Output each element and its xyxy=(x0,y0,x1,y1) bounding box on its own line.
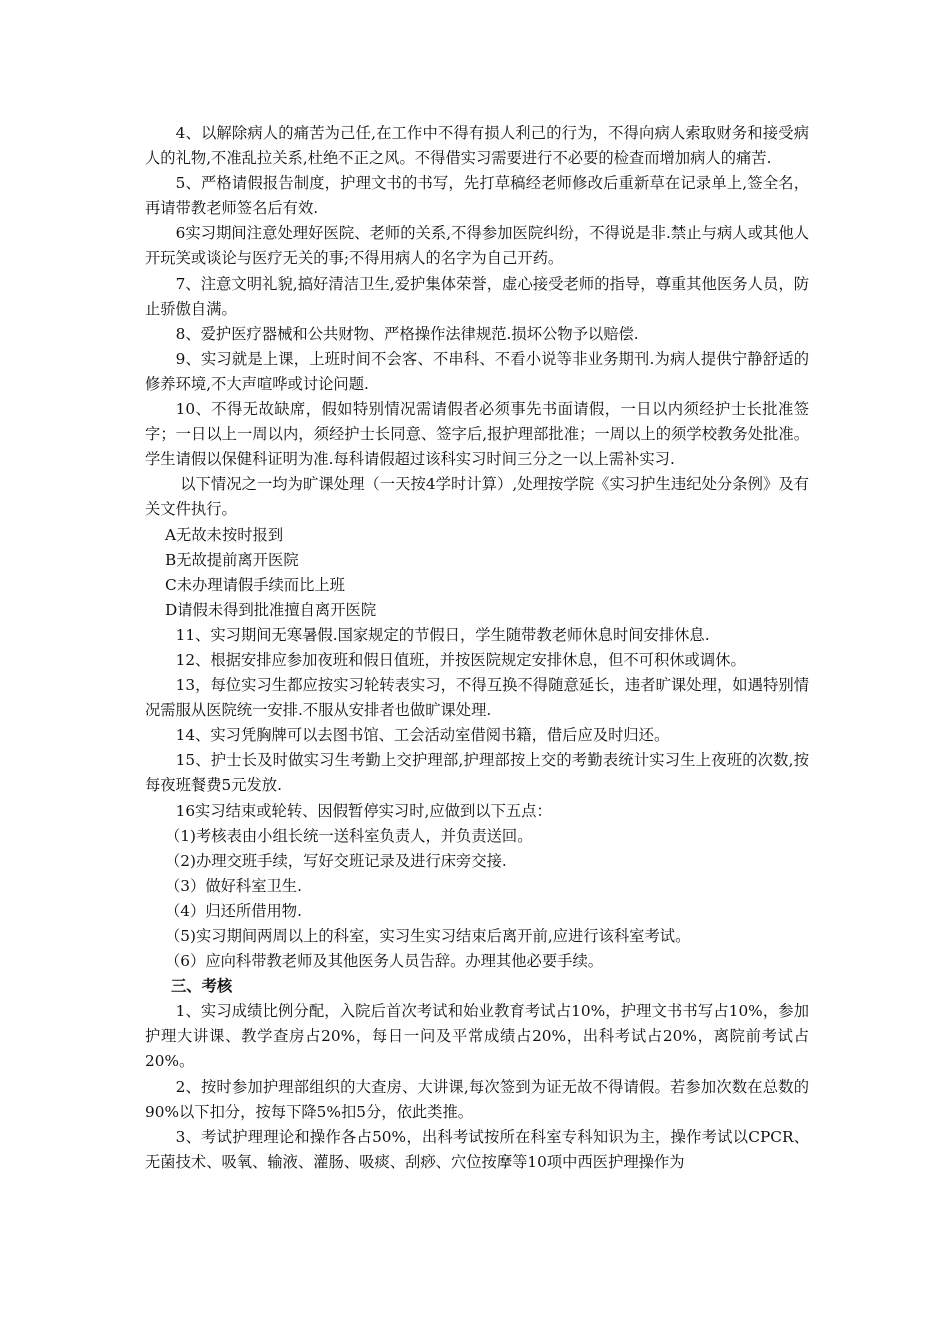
rule-10: 10、不得无故缺席，假如特别情况需请假者必须事先书面请假，一日以内须经护士长批准签字；一日以上一周以内，须经护士长同意、签字后,报护理部批准；一周以上的须学校教务处批准。学生请假以保健科证明为准.每科请假超过该科实习时间三分之一以上需补实习. xyxy=(145,400,809,469)
checkout-item-4: （4）归还所借用物. xyxy=(165,901,302,920)
rule-14: 14、实习凭胸牌可以去图书馆、工会活动室借阅书籍，借后应及时归还。 xyxy=(175,726,670,745)
document-body xyxy=(145,121,809,1175)
section-heading: 三、考核 xyxy=(171,977,233,996)
assessment-1: 1、实习成绩比例分配，入院后首次考试和始业教育考试占10%，护理文书书写占10%，参加护理大讲课、教学查房占20%，每日一问及平常成绩占20%，出科考试占20%，离院前考试占20%。 xyxy=(145,1002,809,1071)
checkout-item-2: （2)办理交班手续，写好交班记录及进行床旁交接. xyxy=(165,851,507,870)
assessment-2: 2、按时参加护理部组织的大查房、大讲课,每次签到为证无故不得请假。若参加次数在总数的90%以下扣分，按每下降5%扣5分，依此类推。 xyxy=(145,1077,809,1121)
rule-12: 12、根据安排应参加夜班和假日值班，并按医院规定安排休息，但不可积休或调休。 xyxy=(175,650,746,669)
rule-16: 16实习结束或轮转、因假暂停实习时,应做到以下五点： xyxy=(175,801,552,820)
checkout-item-6: （6）应向科带教老师及其他医务人员告辞。办理其他必要手续。 xyxy=(165,952,604,971)
checkout-item-3: （3）做好科室卫生. xyxy=(165,876,302,895)
assessment-3: 3、考试护理理论和操作各占50%，出科考试按所在科室专科知识为主，操作考试以CPCR、无菌技术、吸氧、输液、灌肠、吸痰、刮痧、穴位按摩等10项中西医护理操作为 xyxy=(145,1127,809,1171)
absence-item-b: B无故提前离开医院 xyxy=(165,550,299,569)
rule-9: 9、实习就是上课，上班时间不会客、不串科、不看小说等非业务期刊.为病人提供宁静舒适的修养环境,不大声喧哗或讨论问题. xyxy=(145,349,809,393)
rule-15: 15、护士长及时做实习生考勤上交护理部,护理部按上交的考勤表统计实习生上夜班的次数,按每夜班餐费5元发放. xyxy=(145,751,809,795)
checkout-item-5: （5)实习期间两周以上的科室，实习生实习结束后离开前,应进行该科室考试。 xyxy=(165,927,691,945)
checkout-item-1: （1)考核表由小组长统一送科室负责人，并负责送回。 xyxy=(165,826,533,845)
rule-4: 4、以解除病人的痛苦为己任,在工作中不得有损人利己的行为，不得向病人索取财务和接受病人的礼物,不准乱拉关系,杜绝不正之风。不得借实习需要进行不必要的检查而增加病人的痛苦. xyxy=(145,124,809,168)
absence-intro: 以下情况之一均为旷课处理（一天按4学时计算）,处理按学院《实习护生违纪处分条例》及有关文件执行。 xyxy=(145,475,809,519)
rule-7: 7、注意文明礼貌,搞好清洁卫生,爱护集体荣誉，虚心接受老师的指导，尊重其他医务人员，防止骄傲自满。 xyxy=(145,274,809,318)
rule-6: 6实习期间注意处理好医院、老师的关系,不得参加医院纠纷，不得说是非.禁止与病人或其他人开玩笑或谈论与医疗无关的事;不得用病人的名字为自己开药。 xyxy=(145,224,809,268)
absence-item-c: C未办理请假手续而比上班 xyxy=(165,575,345,594)
rule-5: 5、严格请假报告制度，护理文书的书写，先打草稿经老师修改后重新草在记录单上,签全名，再请带教老师签名后有效. xyxy=(145,174,809,218)
rule-13: 13，每位实习生都应按实习轮转表实习，不得互换不得随意延长，违者旷课处理，如遇特别情况需服从医院统一安排.不服从安排者也做旷课处理. xyxy=(145,676,809,720)
absence-item-d: D请假未得到批准擅自离开医院 xyxy=(165,600,377,619)
rule-11: 11、实习期间无寒暑假.国家规定的节假日，学生随带教老师休息时间安排休息. xyxy=(175,625,710,644)
absence-item-a: A无故未按时报到 xyxy=(165,525,284,544)
rule-8: 8、爱护医疗器械和公共财物、严格操作法律规范.损坏公物予以赔偿. xyxy=(175,324,639,343)
